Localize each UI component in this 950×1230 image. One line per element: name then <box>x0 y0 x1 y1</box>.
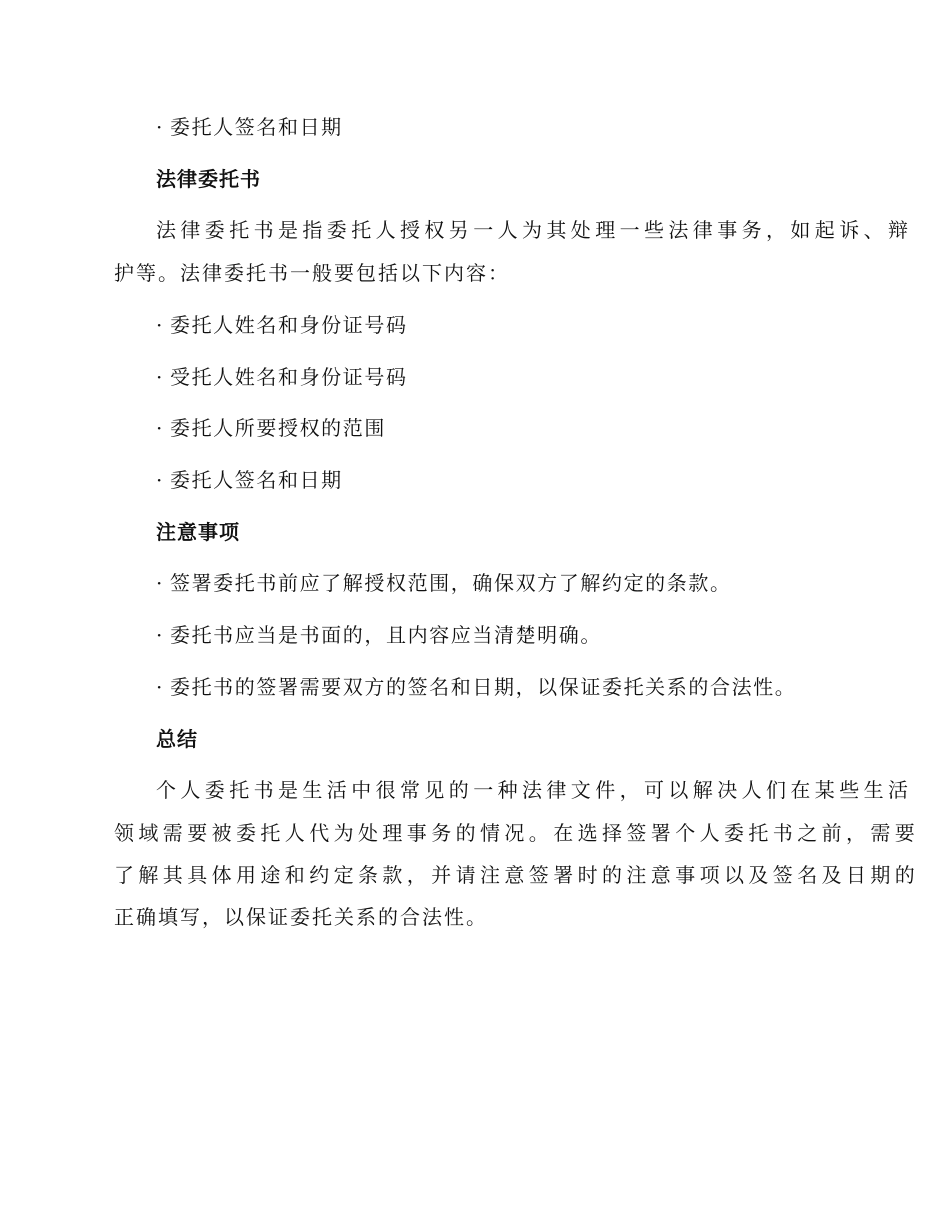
list-item-text: 委托书的签署需要双方的签名和日期，以保证委托关系的合法性。 <box>169 675 797 699</box>
list-item-text: 签署委托书前应了解授权范围，确保双方了解约定的条款。 <box>169 571 732 595</box>
section-heading-notes: 注意事项 <box>156 520 240 544</box>
list-item-text: 委托人所要授权的范围 <box>169 416 386 440</box>
bullet-mark: · <box>156 468 164 492</box>
list-item <box>156 466 343 494</box>
bullet-mark: · <box>156 365 164 389</box>
bullet-mark: · <box>156 675 164 699</box>
list-item-text: 委托人签名和日期 <box>169 115 343 139</box>
list-item <box>156 621 602 649</box>
bullet-mark: · <box>156 623 164 647</box>
paragraph-line: 护等。法律委托书一般要包括以下内容： <box>114 261 510 285</box>
paragraph-line: 了解其具体用途和约定条款，并请注意签署时的注意事项以及签名及日期的 <box>114 863 920 887</box>
list-item <box>156 363 408 391</box>
list-item-text: 委托人姓名和身份证号码 <box>169 313 408 337</box>
paragraph-line: 正确填写，以保证委托关系的合法性。 <box>114 905 488 929</box>
paragraph-line: 领域需要被委托人代为处理事务的情况。在选择签署个人委托书之前，需要 <box>114 821 920 845</box>
list-item <box>156 673 796 701</box>
paragraph-line: 个人委托书是生活中很常见的一种法律文件，可以解决人们在某些生活 <box>156 778 913 802</box>
section-heading-summary: 总结 <box>156 727 198 751</box>
list-item-text: 受托人姓名和身份证号码 <box>169 365 408 389</box>
paragraph-line: 法律委托书是指委托人授权另一人为其处理一些法律事务，如起诉、辩 <box>156 218 913 242</box>
bullet-mark: · <box>156 416 164 440</box>
list-item <box>156 311 408 339</box>
bullet-mark: · <box>156 313 164 337</box>
list-item-text: 委托书应当是书面的，且内容应当清楚明确。 <box>169 623 602 647</box>
list-item <box>156 569 732 597</box>
list-item-text: 委托人签名和日期 <box>169 468 343 492</box>
list-item <box>156 113 343 141</box>
bullet-mark: · <box>156 571 164 595</box>
list-item <box>156 414 386 442</box>
bullet-mark: · <box>156 115 164 139</box>
section-heading-legal: 法律委托书 <box>156 167 261 191</box>
